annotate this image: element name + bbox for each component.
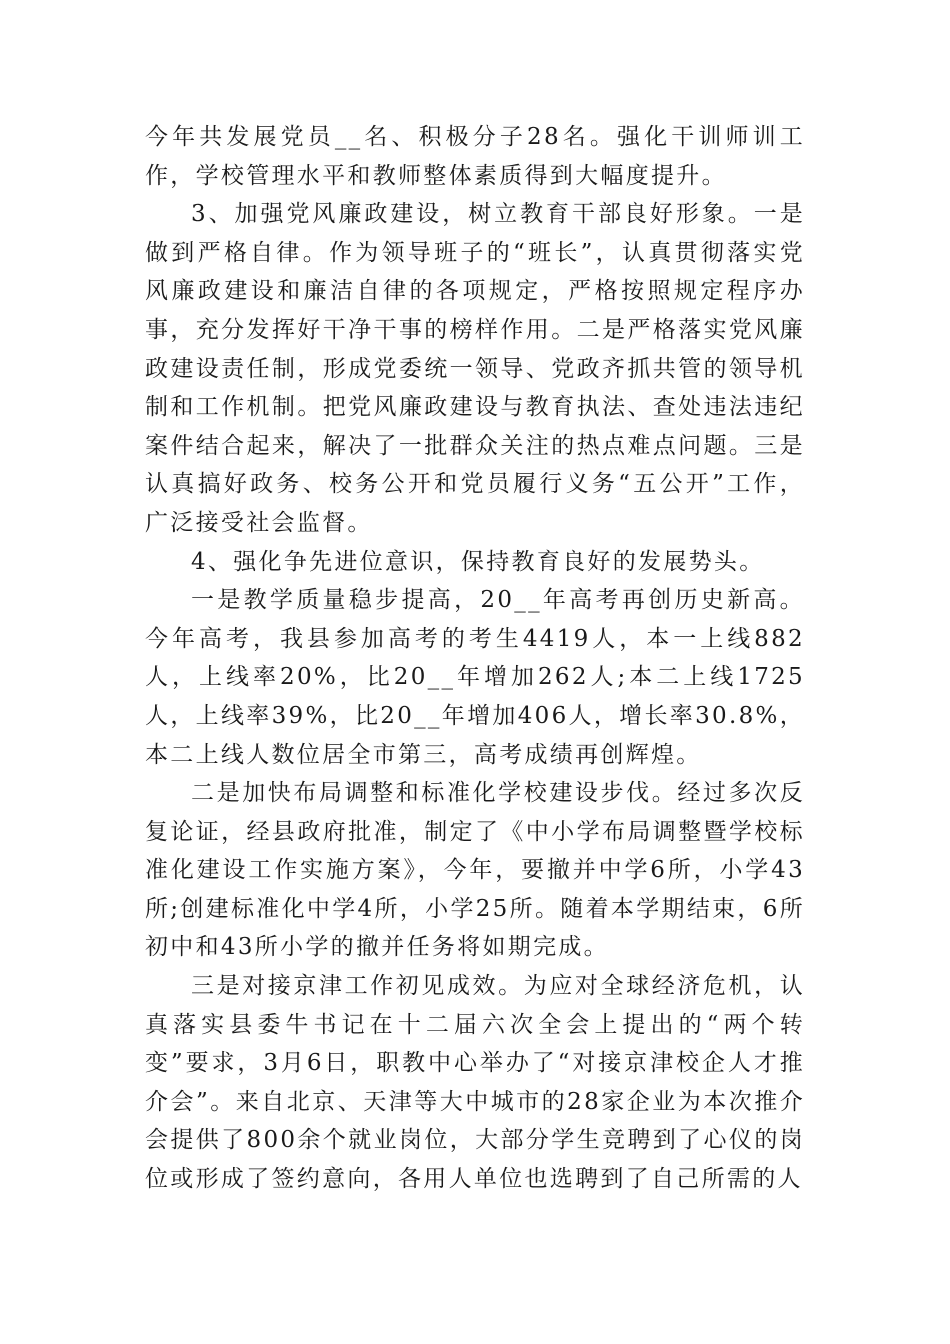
paragraph-school-layout: 二是加快布局调整和标准化学校建设步伐。经过多次反复论证，经县政府批准，制定了《中小学布局调整暨学校标准化建设工作实施方案》，今年，要撤并中学6所，小学43所;创建标准化中学4所，小学25所。随着本学期结束，6所初中和43所小学的撤并任务将如期完成。 <box>145 780 805 961</box>
paragraph-party-development: 今年共发展党员__名、积极分子28名。强化干训师训工作，学校管理水平和教师整体素质得到大幅度提升。 <box>145 124 805 189</box>
paragraph-teaching-quality: 一是教学质量稳步提高，20__年高考再创历史新高。今年高考，我县参加高考的考生4419人，本一上线882人，上线率20%，比20__年增加262人;本二上线1725人，上线率39%，比20__年增加406人，增长率30.8%，本二上线人数位居全市第三，高考成绩再创辉煌。 <box>145 587 805 768</box>
document-body <box>145 118 805 1199</box>
paragraph-party-integrity: 3、加强党风廉政建设，树立教育干部良好形象。一是做到严格自律。作为领导班子的“班长”，认真贯彻落实党风廉政建设和廉洁自律的各项规定，严格按照规定程序办事，充分发挥好干净干事的榜样作用。二是严格落实党风廉政建设责任制，形成党委统一领导、党政齐抓共管的领导机制和工作机制。把党风廉政建设与教育执法、查处违法违纪案件结合起来，解决了一批群众关注的热点难点问题。三是认真搞好政务、校务公开和党员履行义务“五公开”工作，广泛接受社会监督。 <box>145 201 805 536</box>
paragraph-competitive-awareness: 4、强化争先进位意识，保持教育良好的发展势头。 <box>191 548 765 575</box>
paragraph-beijing-tianjin: 三是对接京津工作初见成效。为应对全球经济危机，认真落实县委牛书记在十二届六次全会上提出的“两个转变”要求，3月6日，职教中心举办了“对接京津校企人才推介会”。来自北京、天津等大中城市的28家企业为本次推介会提供了800余个就业岗位，大部分学生竞聘到了心仪的岗位或形成了签约意向，各用人单位也选聘到了自己所需的人 <box>145 973 805 1193</box>
